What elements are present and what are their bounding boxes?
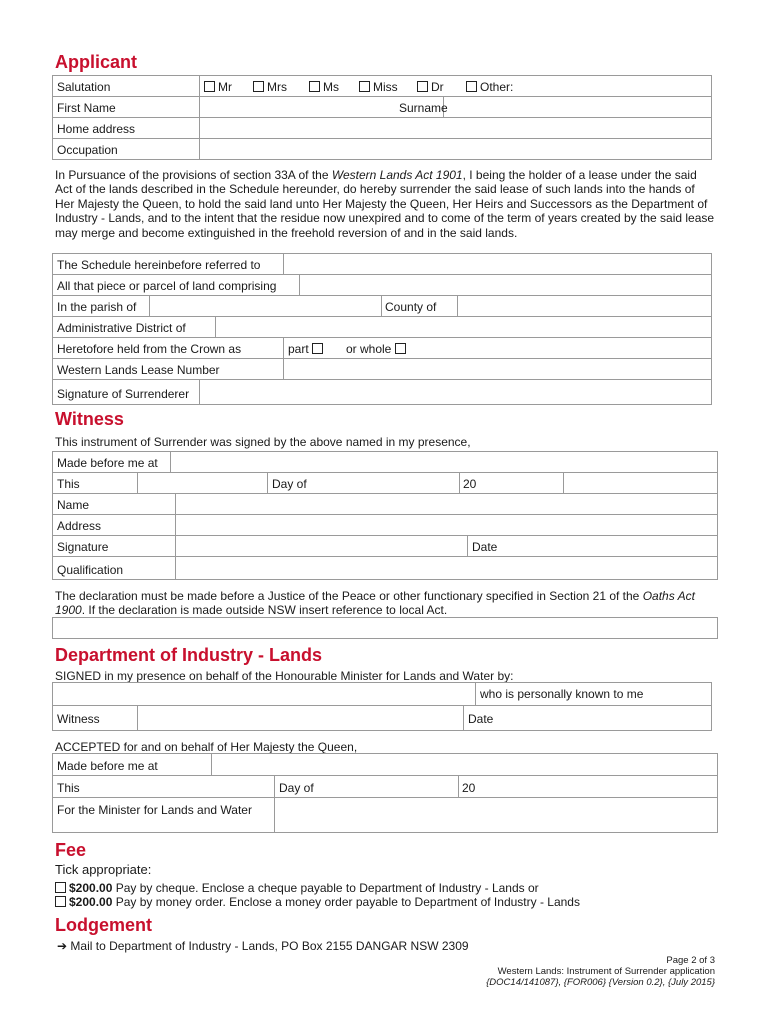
dept-day-of-label: Day of — [279, 781, 314, 795]
surrender-declaration: In Pursuance of the provisions of section 33A of the Western Lands Act 1901, I being the holder of a lease under the said Act of the lands described in the Schedule hereunder, do hereby surrender the said lease of such lands into the hands of Her Majesty the Queen, to hold the said land unto Her Majesty the Queen, Her Heirs and Successors as the Department of Industry - Lands, and to the intent that the residue now unexpired and to come of the term of years created by the said lease may merge and become extinguished in the freehold reversion of and in the said lands. — [55, 168, 715, 240]
address-label: Address — [57, 519, 102, 533]
this-label: This — [57, 477, 80, 491]
checkbox-ms[interactable]: Ms — [309, 80, 339, 94]
surname-field[interactable] — [444, 97, 710, 117]
name-label: Name — [57, 498, 90, 512]
form-title: Western Lands: Instrument of Surrender application — [497, 966, 715, 977]
checkbox-mr[interactable]: Mr — [204, 80, 232, 94]
made-before-label: Made before me at — [57, 456, 158, 470]
parish-label: In the parish of — [57, 300, 137, 314]
dept-year-field[interactable] — [483, 776, 716, 797]
witness-signature-row — [52, 535, 718, 557]
witness-qualification-field[interactable] — [176, 557, 716, 579]
lease-number-row — [52, 358, 712, 380]
witness-made-before-row — [52, 451, 718, 473]
dept-year-prefix-label: 20 — [462, 781, 476, 795]
dept-witness-field[interactable] — [138, 706, 463, 730]
held-row — [52, 337, 712, 359]
home-address-field[interactable] — [200, 118, 710, 138]
witness-signature-field[interactable] — [176, 536, 466, 556]
schedule-field[interactable] — [284, 254, 710, 274]
dept-day-field[interactable] — [113, 776, 273, 797]
oaths-act-note: The declaration must be made before a Justice of the Peace or other functionary specified in Section 21 of the Oaths Act 1900. If the declaration is made outside NSW insert reference to local Act. — [55, 589, 695, 618]
surrenderer-signature-field[interactable] — [200, 380, 710, 404]
district-row — [52, 316, 712, 338]
lodgement-instruction: ➔ Mail to Department of Industry - Lands, PO Box 2155 DANGAR NSW 2309 — [57, 939, 469, 953]
dept-date-label: Date — [468, 712, 494, 726]
known-label: who is personally known to me — [480, 687, 644, 701]
witness-heading: Witness — [55, 409, 124, 429]
day-of-label: Day of — [272, 477, 307, 491]
document-reference: {DOC14/141087}, {FOR006} {Version 0.2}, {July 2015} — [486, 977, 715, 988]
district-label: Administrative District of — [57, 321, 186, 335]
day-field[interactable] — [138, 473, 266, 493]
held-label: Heretofore held from the Crown as — [57, 342, 242, 356]
witness-name-row — [52, 493, 718, 515]
dept-made-before-label: Made before me at — [57, 759, 158, 773]
occupation-row — [52, 138, 712, 160]
dept-made-before-row — [52, 753, 718, 776]
witness-address-field[interactable] — [176, 515, 716, 535]
checkbox-miss[interactable]: Miss — [359, 80, 398, 94]
accepted-intro: ACCEPTED for and on behalf of Her Majesty the Queen, — [55, 740, 358, 754]
known-name-field[interactable] — [53, 683, 473, 705]
arrow-right-icon: ➔ — [57, 939, 68, 953]
witness-name-field[interactable] — [176, 494, 716, 514]
date-label: Date — [472, 540, 498, 554]
home-address-label: Home address — [57, 122, 136, 136]
surrenderer-signature-label: Signature of Surrenderer — [57, 387, 190, 401]
lease-number-field[interactable] — [284, 359, 710, 379]
county-label: County of — [385, 300, 437, 314]
qualification-label: Qualification — [57, 563, 124, 577]
checkbox-part[interactable]: part — [288, 342, 326, 356]
local-act-field[interactable] — [52, 617, 718, 639]
parish-field[interactable] — [150, 296, 380, 316]
checkbox-dr[interactable]: Dr — [417, 80, 444, 94]
surname-label: Surname — [399, 101, 448, 115]
occupation-field[interactable] — [200, 139, 710, 159]
parcel-label: All that piece or parcel of land comprising — [57, 279, 277, 293]
home-address-row — [52, 117, 712, 139]
signed-intro: SIGNED in my presence on behalf of the Honourable Minister for Lands and Water by: — [55, 669, 514, 683]
schedule-row — [52, 253, 712, 275]
lease-number-label: Western Lands Lease Number — [57, 363, 220, 377]
witness-intro: This instrument of Surrender was signed by the above named in my presence, — [55, 435, 471, 449]
dept-witness-label: Witness — [57, 712, 100, 726]
month-field[interactable] — [309, 473, 459, 493]
fee-heading: Fee — [55, 840, 87, 860]
page-footer — [486, 955, 715, 988]
witness-qualification-row — [52, 556, 718, 580]
checkbox-icon — [359, 81, 370, 92]
parish-row — [52, 295, 712, 317]
signature-label: Signature — [57, 540, 109, 554]
county-field[interactable] — [458, 296, 710, 316]
checkbox-icon — [309, 81, 320, 92]
known-row — [52, 682, 712, 706]
fee-option-cheque[interactable]: $200.00 Pay by cheque. Enclose a cheque payable to Department of Industry - Lands or — [55, 881, 539, 895]
applicant-heading: Applicant — [55, 52, 138, 72]
district-field[interactable] — [216, 317, 710, 337]
fee-option-money-order[interactable]: $200.00 Pay by money order. Enclose a money order payable to Department of Industry - Lands — [55, 895, 580, 909]
checkbox-icon — [55, 896, 66, 907]
minister-signature-field[interactable] — [275, 798, 716, 832]
dept-month-field[interactable] — [318, 776, 458, 797]
checkbox-icon — [253, 81, 264, 92]
checkbox-mrs[interactable]: Mrs — [253, 80, 287, 94]
dept-this-label: This — [57, 781, 80, 795]
minister-label: For the Minister for Lands and Water — [57, 803, 252, 817]
salutation-label: Salutation — [57, 80, 111, 94]
checkbox-icon — [417, 81, 428, 92]
department-heading: Department of Industry - Lands — [55, 645, 323, 665]
checkbox-other[interactable]: Other: — [466, 80, 513, 94]
checkbox-icon — [395, 343, 406, 354]
parcel-field[interactable] — [300, 275, 710, 295]
surrenderer-signature-row — [52, 379, 712, 405]
first-name-row — [52, 96, 712, 118]
dept-made-before-field[interactable] — [212, 754, 716, 775]
dept-date-field[interactable] — [503, 706, 710, 730]
tick-appropriate-label: Tick appropriate: — [55, 862, 152, 877]
dept-witness-row — [52, 705, 712, 731]
witness-date-row — [52, 472, 718, 494]
dept-date-row — [52, 775, 718, 798]
checkbox-icon — [312, 343, 323, 354]
checkbox-icon — [466, 81, 477, 92]
occupation-label: Occupation — [57, 143, 118, 157]
page-number: Page 2 of 3 — [666, 955, 715, 966]
schedule-label: The Schedule hereinbefore referred to — [57, 258, 261, 272]
made-before-field[interactable] — [171, 452, 716, 472]
first-name-label: First Name — [57, 101, 116, 115]
witness-date-field[interactable] — [503, 536, 716, 556]
lodgement-heading: Lodgement — [55, 915, 152, 935]
parcel-row — [52, 274, 712, 296]
year-prefix-label: 20 — [463, 477, 477, 491]
salutation-row — [52, 75, 712, 97]
checkbox-icon — [204, 81, 215, 92]
checkbox-whole[interactable]: or whole — [346, 342, 409, 356]
year-field[interactable] — [564, 473, 716, 493]
minister-row — [52, 797, 718, 833]
witness-address-row — [52, 514, 718, 536]
checkbox-icon — [55, 882, 66, 893]
